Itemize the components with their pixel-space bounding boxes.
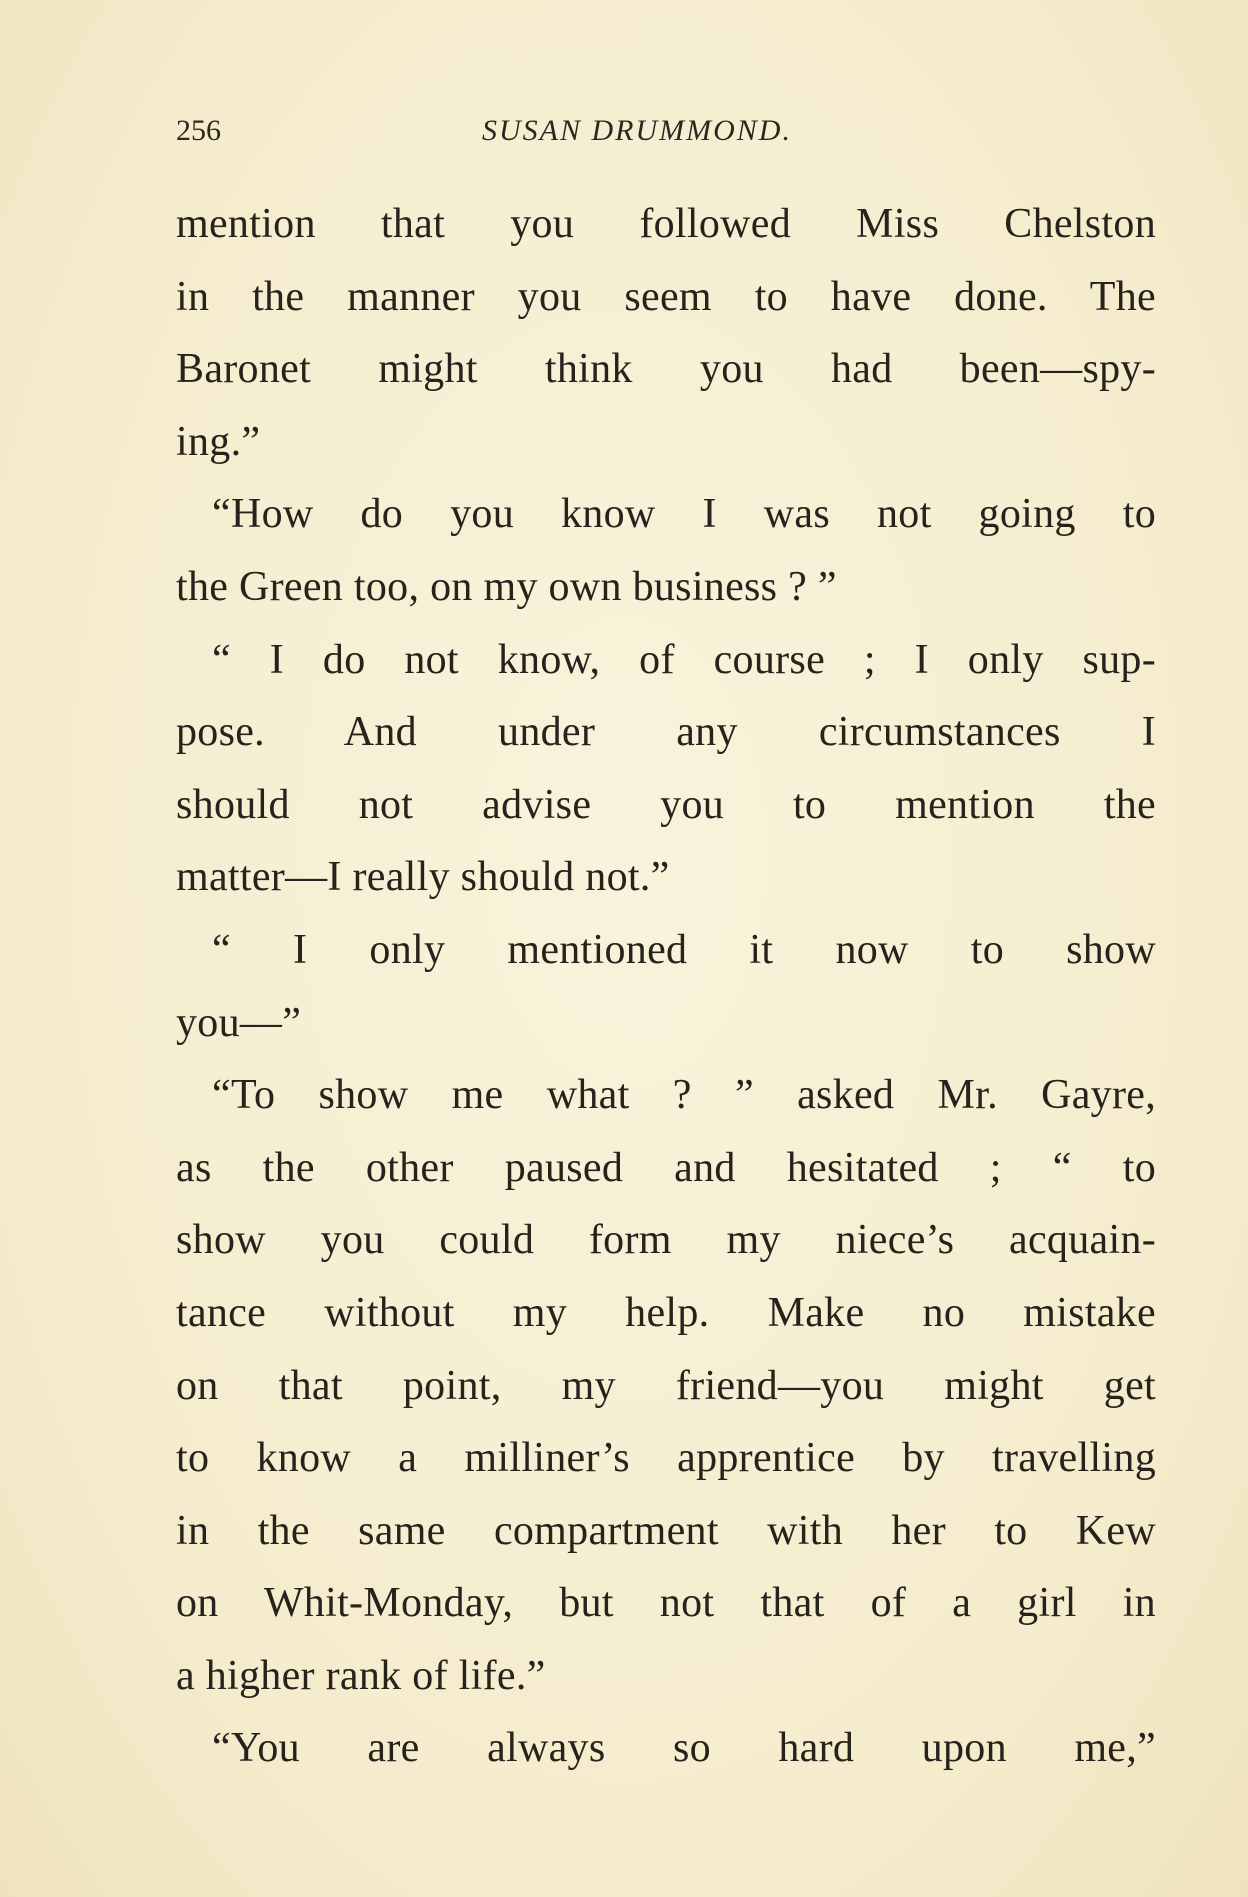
text-line: tance without my help. Make no mistake — [176, 1289, 1156, 1336]
text-line: in the manner you seem to have done. The — [176, 273, 1156, 320]
text-line: you—” — [176, 999, 302, 1046]
body-text — [176, 188, 1156, 1785]
text-line: “You are always so hard upon me,” — [212, 1725, 1156, 1772]
page-number: 256 — [176, 114, 221, 147]
text-line: in the same compartment with her to Kew — [176, 1507, 1156, 1554]
text-line: ing.” — [176, 418, 261, 465]
text-line: to know a milliner’s apprentice by travelling — [176, 1435, 1156, 1482]
text-line: “ I do not know, of course ; I only sup- — [212, 636, 1156, 683]
text-line: should not advise you to mention the — [176, 781, 1156, 828]
text-line: matter—I really should not.” — [176, 854, 670, 901]
text-line: “How do you know I was not going to — [212, 491, 1156, 538]
text-line: mention that you followed Miss Chelston — [176, 201, 1156, 247]
text-line: show you could form my niece’s acquain- — [176, 1217, 1156, 1264]
text-line: Baronet might think you had been—spy- — [176, 346, 1156, 393]
text-line: on that point, my friend—you might get — [176, 1362, 1156, 1409]
text-line: on Whit-Monday, but not that of a girl in — [176, 1580, 1156, 1627]
text-line: “To show me what ? ” asked Mr. Gayre, — [212, 1072, 1156, 1119]
text-line: as the other paused and hesitated ; “ to — [176, 1144, 1156, 1191]
text-line: a higher rank of life.” — [176, 1652, 546, 1699]
text-line: “ I only mentioned it now to show — [212, 926, 1156, 973]
text-line: pose. And under any circumstances I — [176, 709, 1156, 756]
page-header — [176, 108, 1146, 158]
text-line: the Green too, on my own business ? ” — [176, 563, 837, 610]
running-title: SUSAN DRUMMOND. — [482, 114, 792, 147]
